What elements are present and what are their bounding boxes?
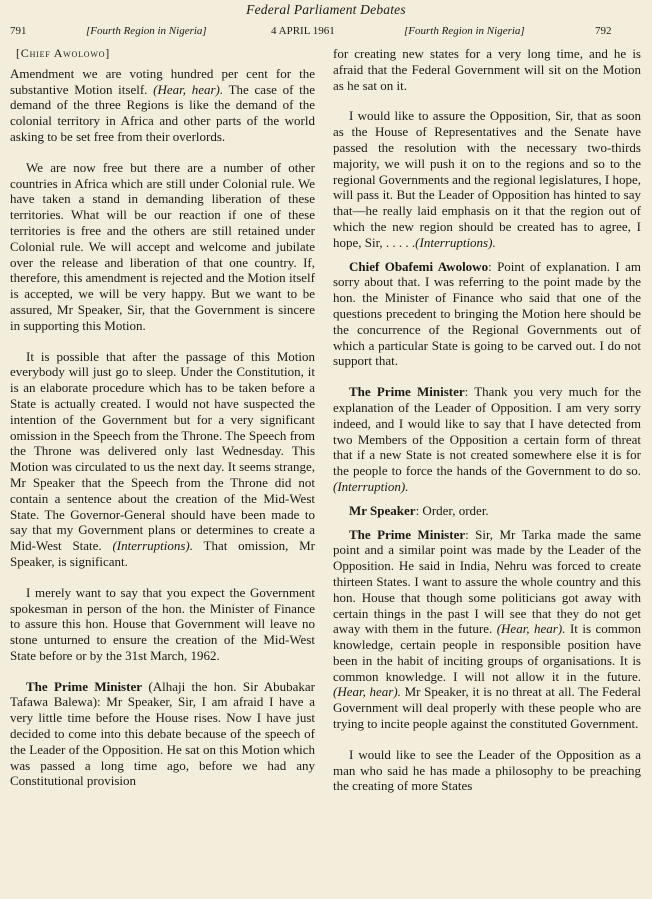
- running-title: Federal Parliament Debates: [246, 2, 406, 17]
- speaker-name: The Prime Minister: [349, 526, 466, 542]
- speaker-name: Mr Speaker: [349, 502, 416, 518]
- speaker-name: The Prime Minister: [349, 384, 465, 400]
- text: : Point of explanation. I am sorry about that. I was referring to the point made by the hon. the Minister of Finance who said that one of the questions precedent to bringing the Motion here should be the concurrence of the Regional Governments out of which a particular State is going to be carved out. I do not support that.: [333, 258, 641, 369]
- paragraph: [333, 384, 641, 495]
- aside: (Interruption).: [333, 478, 409, 494]
- right-page-number: 792: [595, 25, 612, 37]
- continued-speaker: [Chief Awolowo]: [16, 46, 111, 60]
- paragraph: [10, 679, 315, 790]
- paragraph: I would like to see the Leader of the Opposition as a man who said he has made a philosophy to be preaching the creating of more States: [333, 746, 641, 794]
- text: : Order, order.: [415, 502, 489, 518]
- left-section-label: [Fourth Region in Nigeria]: [86, 25, 207, 37]
- aside: (Interruptions).: [415, 234, 496, 250]
- paragraph: [333, 527, 641, 732]
- text: It is common knowledge, certain people in responsible position have been in the habit of inciting groups of organisations. It is common knowledge. I will not allow it in the future.: [333, 621, 641, 684]
- left-column: [10, 46, 315, 896]
- text: Mr Speaker, it is no threat at all. The Federal Government will deal properly with these people who are trying to incite people against the constituted Government.: [333, 684, 641, 732]
- paragraph: [333, 108, 641, 250]
- paragraph: I merely want to say that you expect the Government spokesman in person of the hon. the Minister of Finance to assure this hon. House that Government will leave no stone unturned to ensure the creation of the Mid-West State before or by the 31st March, 1962.: [10, 584, 315, 663]
- text: Amendment we are voting hundred per cent for the substantive Motion itself.: [10, 65, 315, 97]
- text: The case of the demand of the three Regions is like the demand of the colonial territory in Africa and other parts of the world asking to be set free from their overlords.: [10, 81, 315, 144]
- text: It is possible that after the passage of this Motion everybody will just go to sleep. Under the Constitution, it is an elaborate procedure which has to be taken before a State is actually created. I would not have suspected the intention of the Government but for a very significant omission in the Speech from the Throne. The Speech from the Throne was delivered only last Wednesday. This Motion was circulated to us the next day. It seems strange, Mr Speaker that the Speech from the Throne did not contain a sentence about the creation of the Mid-West State. The Governor-General should have been made to say that my Government plans or determines to create a Mid-West State.: [10, 348, 315, 554]
- aside: (Interruptions).: [112, 538, 193, 554]
- paragraph: We are now free but there are a number of other countries in Africa which are still under Colonial rule. We have taken a stand in demanding liberation of these territories. What will be our reaction if one of these territories is free and the others are still retained under Colonial rule. We will accept and welcome and jubilate over the release and liberation of that one country. If, therefore, this amendment is rejected and the Motion itself is accepted, we will be very happy. But we want to be assured, Mr Speaker, Sir, that the Government is sincere in supporting this Motion.: [10, 159, 315, 333]
- text: I would like to assure the Opposition, Sir, that as soon as the House of Representatives and the Senate have passed the resolution with the necessary two-thirds majority, we will push it on to the regions and so to the regional Governments and the regional legislatures, I hope, will pass it. But the Leader of Opposition has hinted to say that—he really laid emphasis on it that the region out of which the new region should be created has to agree, I hope, Sir, . . . . .: [333, 108, 641, 250]
- paragraph: [333, 259, 641, 370]
- aside: (Hear, hear).: [333, 684, 401, 700]
- text: : Thank you very much for the explanation of the Leader of Opposition. I am very sorry indeed, and I would like to say that I have detected from two Members of the Opposition a certain form of threat that if a new State is not created somewhere else it is for the people to force the hands of the Government to do so.: [333, 384, 641, 479]
- left-page-number: 791: [10, 25, 27, 37]
- right-column: [333, 46, 641, 896]
- page-header: [0, 25, 652, 41]
- sitting-date: 4 APRIL 1961: [271, 25, 335, 37]
- speaker-name: Chief Obafemi Awolowo: [349, 258, 489, 274]
- speaker-name: The Prime Minister: [26, 678, 142, 694]
- paragraph: for creating new states for a very long time, and he is afraid that the Federal Government will sit on the Motion as he sat on it.: [333, 46, 641, 93]
- paragraph: [10, 349, 315, 570]
- aside: (Hear, hear).: [496, 621, 566, 637]
- text: (Alhaji the hon. Sir Abubakar Tafawa Balewa): Mr Speaker, Sir, I am afraid I have a very little time before the House rises. Now I have just decided to come into this debate because of the speech of the Leader of the Opposition. He sat on this Motion which was passed a long time ago, before we had any Constitutional provision: [10, 678, 315, 789]
- paragraph: [10, 66, 315, 145]
- text: : Sir, Mr Tarka made the same point and a similar point was made by the Leader of the Opposition. He said in India, Nehru was forced to create thirteen States. I want to assure the whole country and this hon. House that though some politicians got away with certain things in the past I will see that they do not get away with them in the future.: [333, 526, 641, 637]
- paragraph: [333, 503, 641, 519]
- right-section-label: [Fourth Region in Nigeria]: [404, 25, 525, 37]
- text: That omission, Mr Speaker, is significant.: [10, 538, 315, 569]
- aside: (Hear, hear).: [153, 81, 224, 97]
